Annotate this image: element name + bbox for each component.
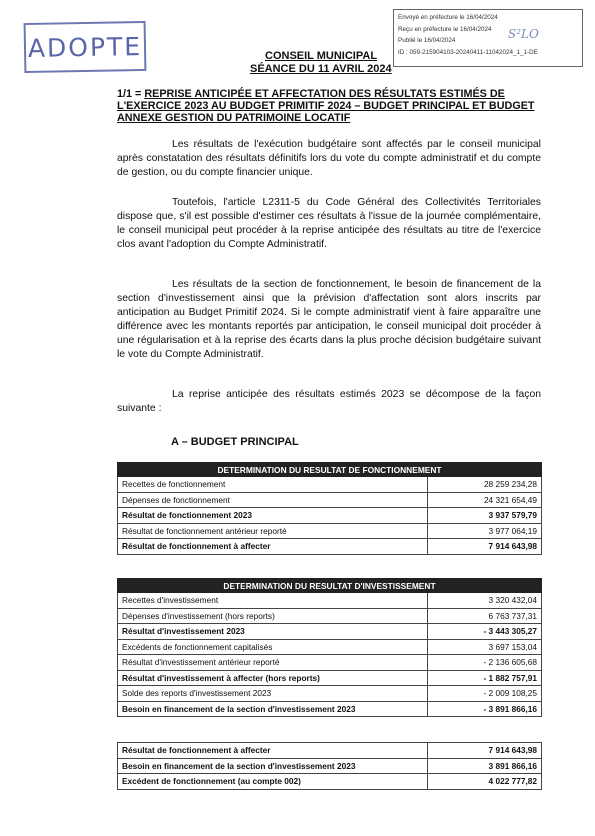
row-label: Résultat d'investissement 2023 (118, 624, 428, 640)
table-summary (117, 742, 542, 790)
row-value: 4 022 777,82 (428, 774, 542, 790)
row-label: Résultat de fonctionnement à affecter (118, 539, 428, 555)
row-label: Dépenses de fonctionnement (118, 492, 428, 508)
row-value: - 2 136 605,68 (428, 655, 542, 671)
row-value: 7 914 643,98 (428, 743, 542, 759)
adopte-stamp: ADOPTE (24, 21, 147, 73)
row-value: 3 937 579,79 (428, 508, 542, 524)
title-number: 1/1 = (117, 88, 145, 100)
row-label: Résultat de fonctionnement à affecter (118, 743, 428, 759)
row-label: Résultat de fonctionnement 2023 (118, 508, 428, 524)
session-date: SÉANCE DU 11 AVRIL 2024 (250, 63, 392, 75)
table-header: DETERMINATION DU RESULTAT D'INVESTISSEMENT (118, 579, 542, 593)
row-label: Résultat d'investissement antérieur reporté (118, 655, 428, 671)
row-value: - 3 891 866,16 (428, 701, 542, 717)
prefecture-line: Publié le 16/04/2024 (398, 37, 456, 44)
deliberation-title (117, 88, 547, 124)
row-value: 3 891 866,16 (428, 758, 542, 774)
row-label: Besoin en financement de la section d'investissement 2023 (118, 758, 428, 774)
paragraph: Toutefois, l'article L2311-5 du Code Général des Collectivités Territoriales dispose que, s'il est possible d'estimer ces résultats à l'issue de la journée complémentaire, le conseil municipal peut procéder à la reprise anticipée des résultats au titre de l'exercice clos avant l'adoption du Compte Administratif. (117, 197, 541, 250)
slo-logo: S²LO (508, 27, 539, 41)
row-label: Excédents de fonctionnement capitalisés (118, 639, 428, 655)
section-title: A – BUDGET PRINCIPAL (171, 436, 299, 448)
row-value: 3 977 064,19 (428, 523, 542, 539)
table-investissement (117, 578, 542, 717)
title-text: REPRISE ANTICIPÉE ET AFFECTATION DES RÉSULTATS ESTIMÉS DE L'EXERCICE 2023 AU BUDGET PRIMITIF 2024 – BUDGET PRINCIPAL ET BUDGET ANNEXE GESTION DU PATRIMOINE LOCATIF (117, 88, 535, 124)
row-value: 3 320 432,04 (428, 593, 542, 609)
table-fonctionnement (117, 462, 542, 555)
row-label: Dépenses d'investissement (hors reports) (118, 608, 428, 624)
paragraph: La reprise anticipée des résultats estimés 2023 se décompose de la façon suivante : (117, 389, 541, 414)
row-value: 28 259 234,28 (428, 477, 542, 493)
table-header: DETERMINATION DU RESULTAT DE FONCTIONNEMENT (118, 463, 542, 477)
row-value: 6 763 737,31 (428, 608, 542, 624)
row-label: Résultat de fonctionnement antérieur reporté (118, 523, 428, 539)
council-heading: CONSEIL MUNICIPAL (265, 50, 378, 62)
row-label: Solde des reports d'investissement 2023 (118, 686, 428, 702)
row-value: - 2 009 108,25 (428, 686, 542, 702)
prefecture-receipt-box (393, 9, 583, 67)
row-label: Recettes de fonctionnement (118, 477, 428, 493)
row-label: Besoin en financement de la section d'investissement 2023 (118, 701, 428, 717)
prefecture-line: Envoyé en préfecture le 16/04/2024 (398, 14, 498, 21)
row-label: Recettes d'investissement (118, 593, 428, 609)
row-label: Résultat d'investissement à affecter (hors reports) (118, 670, 428, 686)
prefecture-line: Reçu en préfecture le 16/04/2024 (398, 25, 492, 33)
row-value: 24 321 654,49 (428, 492, 542, 508)
prefecture-line: ID : 059-215904103-20240411-11042024_1_1-DE (398, 48, 538, 56)
row-label: Excédent de fonctionnement (au compte 002) (118, 774, 428, 790)
paragraph: Les résultats de l'exécution budgétaire sont affectés par le conseil municipal après constatation des résultats définitifs lors du vote du compte administratif et du compte de gestion, ou du compte financier unique. (117, 139, 541, 178)
row-value: - 3 443 305,27 (428, 624, 542, 640)
row-value: 3 697 153,04 (428, 639, 542, 655)
paragraph: Les résultats de la section de fonctionnement, le besoin de financement de la section d'investissement ainsi que la prévision d'affectation sont alors inscrits par anticipation au Budget Primitif 2024. Si le compte administratif vient à faire apparaître une différence avec les montants reportés par anticipation, le conseil municipal doit procéder à une régularisation et à la reprise des écarts dans la plus proche décision budgétaire suivant le vote du Compte Administratif. (117, 279, 541, 360)
row-value: 7 914 643,98 (428, 539, 542, 555)
row-value: - 1 882 757,91 (428, 670, 542, 686)
